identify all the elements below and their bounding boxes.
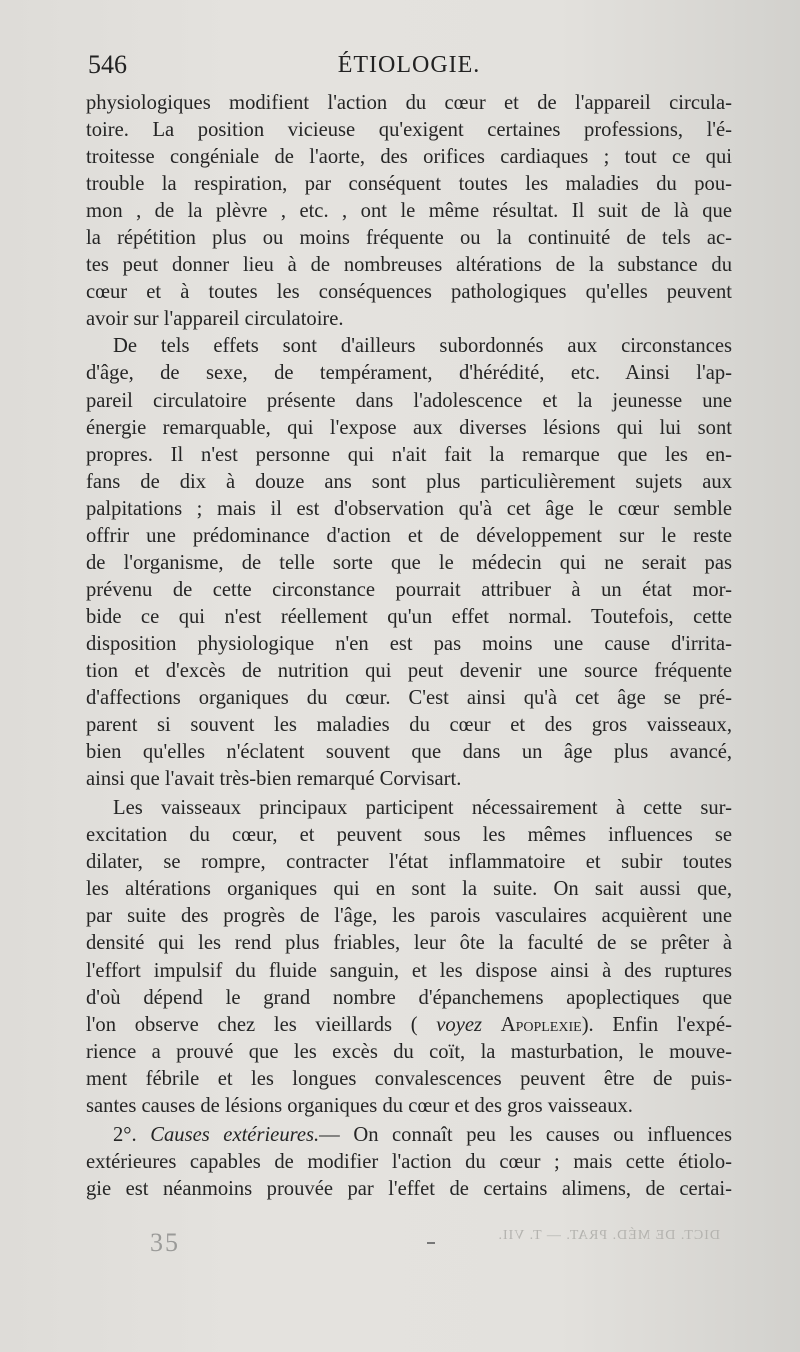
text-line: bide ce qui n'est réellement qu'un effet normal. Toutefois, cette bbox=[86, 605, 732, 628]
text-line: tes peut donner lieu à de nombreuses altérations de la substance du bbox=[86, 254, 732, 277]
text-line: gie est néanmoins prouvée par l'effet de certains alimens, de certai- bbox=[86, 1177, 732, 1200]
text-line: de l'organisme, de telle sorte que le médecin qui ne serait pas bbox=[86, 551, 732, 574]
paragraph-start: Les vaisseaux principaux participent nécessairement à cette sur- bbox=[113, 797, 732, 820]
section-number: 2°. bbox=[113, 1123, 137, 1146]
text-line: énergie remarquable, qui l'expose aux diverses lésions qui lui sont bbox=[86, 416, 732, 439]
text-line: tion et d'excès de nutrition qui peut devenir une source fréquente bbox=[86, 659, 732, 682]
bleed-through-text: DICT. DE MÉD. PRAT. — T. VII. bbox=[497, 1228, 720, 1243]
text-line: avoir sur l'appareil circulatoire. bbox=[86, 308, 344, 331]
text-line: d'âge, de sexe, de tempérament, d'hérédité, etc. Ainsi l'ap- bbox=[86, 362, 732, 385]
page-number: 546 bbox=[88, 50, 127, 79]
text-fragment: ). Enfin l'expé- bbox=[581, 1013, 732, 1036]
text-line: palpitations ; mais il est d'observation qu'à cet âge le cœur semble bbox=[86, 497, 732, 520]
text-line: la répétition plus ou moins fréquente ou la continuité de tels ac- bbox=[86, 227, 732, 250]
text-line: excitation du cœur, et peuvent sous les mêmes influences se bbox=[86, 824, 732, 847]
text-line: l'effort impulsif du fluide sanguin, et les dispose ainsi à des ruptures bbox=[86, 959, 732, 982]
text-line: extérieures capables de modifier l'action du cœur ; mais cette étiolo- bbox=[86, 1150, 732, 1173]
section-title: Causes extérieures. bbox=[150, 1123, 320, 1146]
text-line: d'où dépend le grand nombre d'épanchemens apoplectiques que bbox=[86, 986, 732, 1009]
text-line: santes causes de lésions organiques du cœur et des gros vaisseaux. bbox=[86, 1094, 633, 1117]
text-line: mon , de la plèvre , etc. , ont le même résultat. Il suit de là que bbox=[86, 200, 732, 223]
text-line: fans de dix à douze ans sont plus particulièrement sujets aux bbox=[86, 470, 732, 493]
text-line: bien qu'elles n'éclatent souvent que dans un âge plus avancé, bbox=[86, 741, 732, 764]
text-line: dilater, se rompre, contracter l'état inflammatoire et subir toutes bbox=[86, 851, 732, 874]
signature-mark: 35 bbox=[150, 1228, 180, 1257]
text-line: d'affections organiques du cœur. C'est ainsi qu'à cet âge se pré- bbox=[86, 687, 732, 710]
text-line: rience a prouvé que les excès du coït, la masturbation, le mouve- bbox=[86, 1040, 732, 1063]
cross-reference-apoplexie: Apoplexie bbox=[500, 1013, 582, 1036]
text-line: prévenu de cette circonstance pourrait attribuer à un état mor- bbox=[86, 578, 732, 601]
section-heading-line bbox=[86, 1122, 732, 1149]
text-line: ainsi que l'avait très-bien remarqué Corvisart. bbox=[86, 768, 462, 791]
text-line: cœur et à toutes les conséquences pathologiques qu'elles peuvent bbox=[86, 281, 732, 304]
text-line: troitesse congéniale de l'aorte, des orifices cardiaques ; tout ce qui bbox=[86, 146, 732, 169]
text-line: densité qui les rend plus friables, leur ôte la faculté de se prêter à bbox=[86, 932, 732, 955]
ink-mark bbox=[427, 1242, 435, 1244]
cross-reference-voyez: voyez bbox=[436, 1013, 483, 1036]
page-header bbox=[88, 50, 730, 90]
body-text bbox=[86, 90, 732, 1203]
text-line: trouble la respiration, par conséquent toutes les maladies du pou- bbox=[86, 173, 732, 196]
text-line: disposition physiologique n'en est pas moins une cause d'irrita- bbox=[86, 632, 732, 655]
text-line: par suite des progrès de l'âge, les parois vasculaires acquièrent une bbox=[86, 905, 732, 928]
text-line: parent si souvent les maladies du cœur et des gros vaisseaux, bbox=[86, 714, 732, 737]
text-fragment: l'on observe chez les vieillards ( bbox=[86, 1013, 418, 1036]
text-line: propres. Il n'est personne qui n'ait fait la remarque que les en- bbox=[86, 443, 732, 466]
text-line: physiologiques modifient l'action du cœur et de l'appareil circula- bbox=[86, 92, 732, 114]
text-line bbox=[86, 1012, 732, 1039]
text-fragment: — On connaît peu les causes ou influences bbox=[319, 1123, 732, 1146]
running-head: ÉTIOLOGIE. bbox=[337, 52, 481, 78]
text-line: ment fébrile et les longues convalescences peuvent être de puis- bbox=[86, 1067, 732, 1090]
paragraph-start: De tels effets sont d'ailleurs subordonnés aux circonstances bbox=[113, 335, 732, 358]
text-line: pareil circulatoire présente dans l'adolescence et la jeunesse une bbox=[86, 389, 732, 412]
text-line: offrir une prédominance d'action et de développement sur le reste bbox=[86, 524, 732, 547]
text-line: les altérations organiques qui en sont la suite. On sait aussi que, bbox=[86, 878, 732, 901]
text-line: toire. La position vicieuse qu'exigent certaines professions, l'é- bbox=[86, 119, 732, 142]
